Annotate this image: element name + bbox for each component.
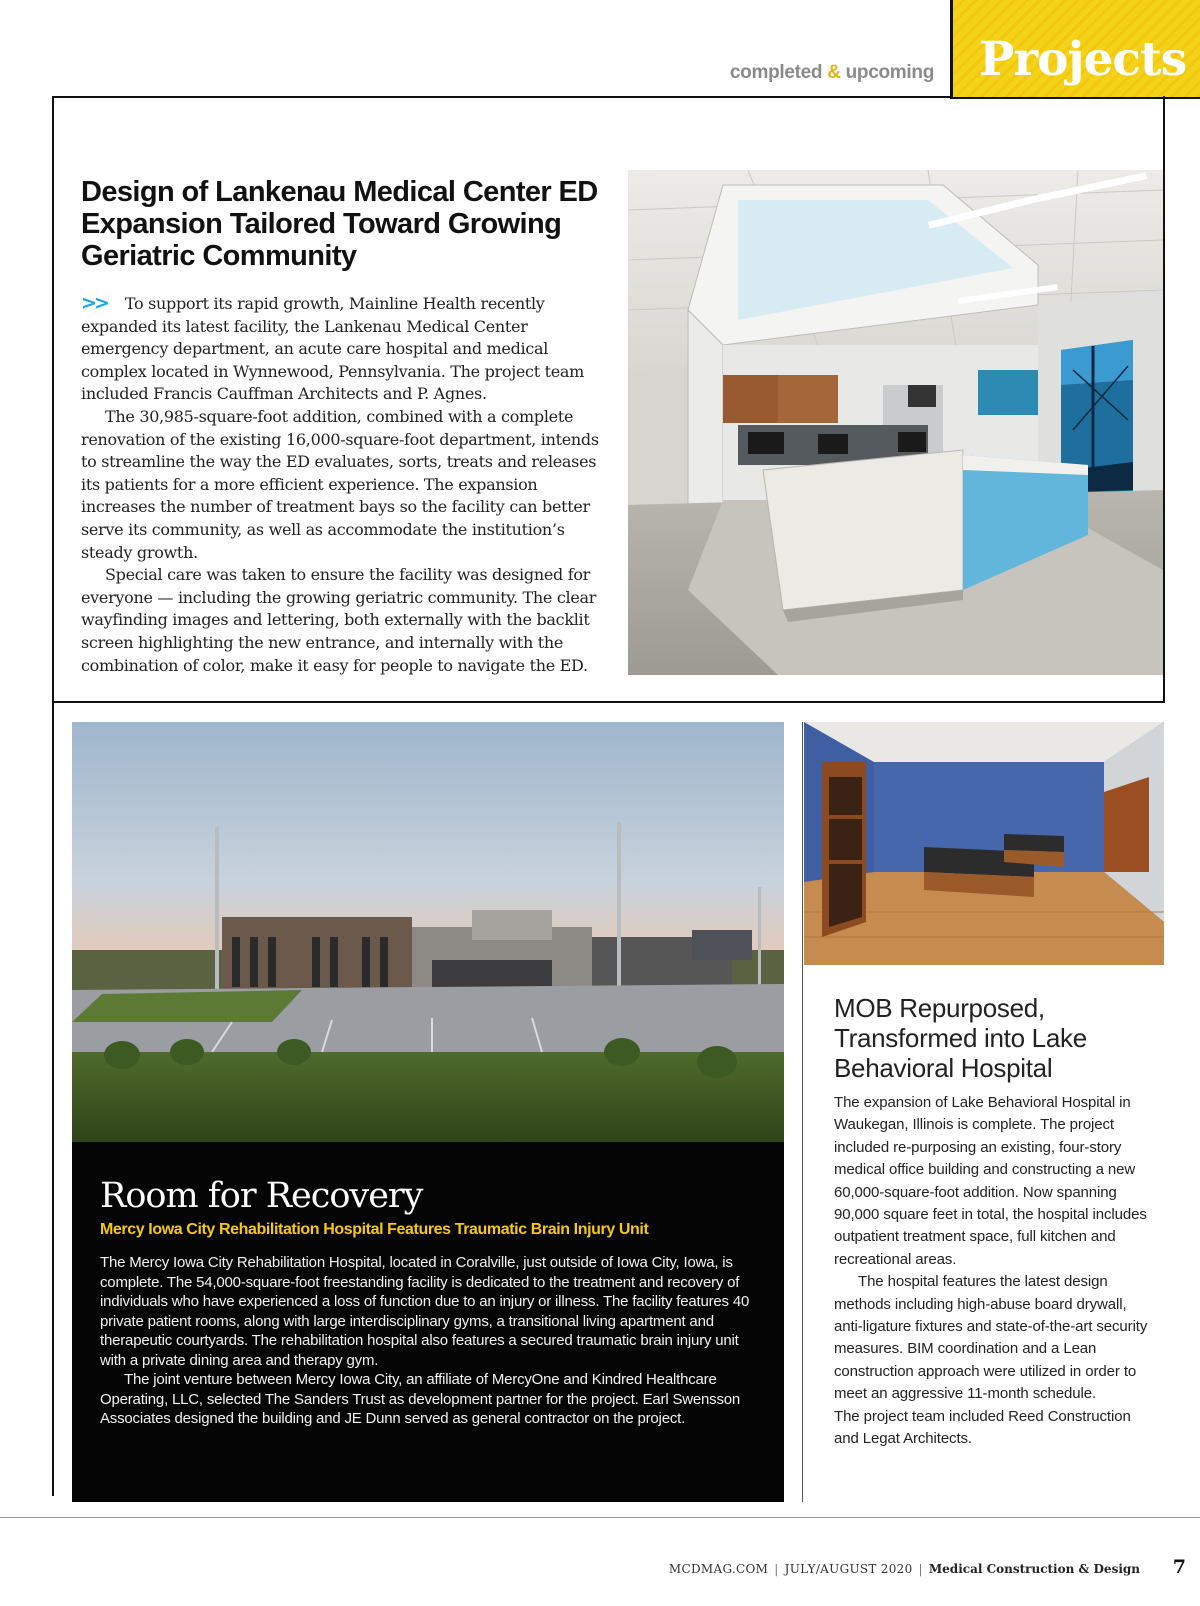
article1-paragraph: Special care was taken to ensure the facility was designed for everyone — including the growing geriatric community. The clear wayfinding images and lettering, both externally with the backlit screen highlighting the new entrance, and internally with the combination of color, make it easy for people to navigate the ED. <box>81 565 597 675</box>
header-rule <box>52 96 950 98</box>
column-divider <box>802 722 803 1502</box>
article2-headline: Room for Recovery <box>100 1176 423 1216</box>
article1-headline: Design of Lankenau Medical Center ED Expansion Tailored Toward Growing Geriatric Community <box>81 176 598 272</box>
section-divider <box>52 701 1165 703</box>
article3-body <box>834 1092 1154 1451</box>
page-footer <box>669 1562 1140 1576</box>
footer-separator: | <box>918 1562 923 1576</box>
article1-paragraph: >> To support its rapid growth, Mainline Health recently expanded its latest facility, the Lankenau Medical Center emergency department, an acute care hospital and medical complex located in Wynnewood, Pennsylvania. The project team included Francis Cauffman Architects and P. Agnes. <box>81 292 585 404</box>
section-tab <box>950 0 1200 99</box>
article3-paragraph: The hospital features the latest design methods including high-abuse board drywall, anti-ligature fixtures and state-of-the-art security measures. BIM coordination and a Lean construction approach were utilized in order to meet an aggressive 11-month schedule. <box>834 1273 1148 1403</box>
lead-chevron-icon: >> <box>81 292 107 314</box>
behavioral-room-photo <box>804 722 1164 965</box>
article2-paragraph: The joint venture between Mercy Iowa City, an affiliate of MercyOne and Kindred Healthcare Operating, LLC, selected The Sanders Trust as development partner for the project. Earl Swensson Associates designed the building and JE Dunn served as general contractor on the project. <box>100 1371 741 1427</box>
footer-separator: | <box>774 1562 779 1576</box>
page-number: 7 <box>1172 1556 1186 1578</box>
article2-body <box>100 1253 760 1429</box>
article3-paragraph: The project team included Reed Construction and Legat Architects. <box>834 1407 1131 1448</box>
article1-body <box>81 292 606 677</box>
tag-completed: completed <box>729 62 823 83</box>
rehab-hospital-exterior-photo <box>72 722 784 1142</box>
section-title: Projects <box>979 32 1187 87</box>
footer-site: MCDMAG.COM <box>668 1562 769 1576</box>
footer-rule <box>0 1517 1200 1518</box>
article2-subheadline: Mercy Iowa City Rehabilitation Hospital Features Traumatic Brain Injury Unit <box>100 1221 649 1238</box>
tag-ampersand: & <box>827 62 841 83</box>
article2-paragraph: The Mercy Iowa City Rehabilitation Hospital, located in Coralville, just outside of Iowa City, Iowa, is complete. The 54,000-square-foot freestanding facility is dedicated to the treatment and recovery of individuals who have experienced a loss of function due to an injury or illness. The facility features 40 private patient rooms, along with large interdisciplinary gyms, a transitional living apartment and therapeutic courtyards. The rehabilitation hospital also features a secured traumatic brain injury unit with a private dining area and therapy gym. <box>100 1254 750 1369</box>
article1-paragraph: The 30,985-square-foot addition, combined with a complete renovation of the existing 16,000-square-foot department, intends to streamline the way the ED evaluates, sorts, treats and releases its patients for a more efficient experience. The expansion increases the number of treatment bays so the facility can better serve its community, as well as accommodate the institution’s steady growth. <box>81 406 599 562</box>
article3-headline: MOB Repurposed, Transformed into Lake Behavioral Hospital <box>834 993 1087 1083</box>
frame-right-rule <box>1163 96 1165 701</box>
footer-issue: JULY/AUGUST 2020 <box>784 1562 913 1576</box>
section-tagline <box>730 62 934 84</box>
article3-paragraph: The expansion of Lake Behavioral Hospital in Waukegan, Illinois is complete. The project included re-purposing an existing, four-story medical office building and constructing a new 60,000-square-foot addition. Now spanning 90,000 square feet in total, the hospital includes outpatient treatment space, full kitchen and recreational areas. <box>834 1094 1147 1268</box>
tag-upcoming: upcoming <box>845 62 934 83</box>
footer-magazine: Medical Construction & Design <box>928 1562 1140 1576</box>
ed-interior-photo <box>628 170 1163 675</box>
frame-left-rule <box>52 96 54 1496</box>
